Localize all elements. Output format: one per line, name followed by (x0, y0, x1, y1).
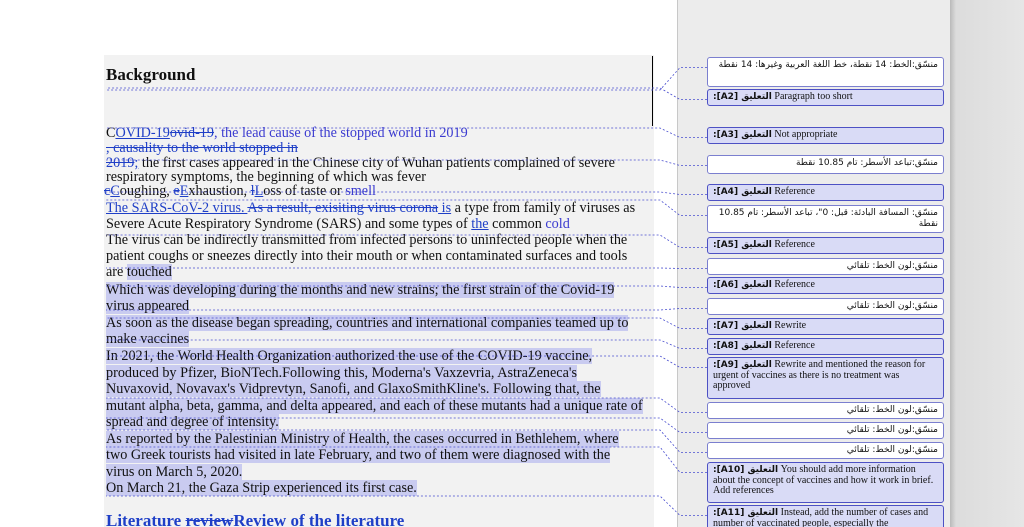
comment-balloon[interactable] (707, 462, 944, 503)
comment-balloon[interactable] (707, 237, 944, 254)
comment-tag: التعليق [A5]: (713, 240, 772, 250)
inserted-text: the (471, 216, 489, 232)
comment-text: You should add more information about the concept of vaccines and how it work in brief. Add references (713, 464, 934, 496)
format-text: منسّق: المسافة البادئة: قبل: 0"، تباعد الأسطر: تام 10.85 نقطة (718, 208, 938, 229)
comment-tag: التعليق [A3]: (713, 130, 772, 140)
inserted-text: The SARS-CoV-2 virus. (106, 200, 248, 216)
deleted-text: c (104, 183, 111, 199)
comment-text: Rewrite and mentioned the reason for urgent of vaccines as there is no treatment was approved (713, 359, 926, 391)
deleted-text: review (185, 511, 234, 527)
deleted-text: As a result, exisiting virus corona (247, 200, 439, 216)
doc-line[interactable] (106, 331, 189, 347)
doc-line[interactable] (104, 183, 376, 199)
format-text: منسّق:الخط: 14 نقطة، خط اللغة العربية وغيرها: 14 نقطة (718, 60, 938, 70)
inserted-text: C (106, 125, 116, 141)
comment-balloon[interactable] (707, 505, 944, 527)
body-text: Severe Acute Respiratory Syndrome (SARS) and some types of (106, 216, 472, 232)
highlighted-text: As reported by the Palestinian Ministry of Health, the cases occurred in Bethlehem, where (106, 431, 619, 447)
doc-line[interactable] (106, 125, 468, 141)
doc-line[interactable] (106, 200, 635, 216)
comment-balloon[interactable] (707, 338, 944, 355)
body-text: a type from family of viruses as (451, 200, 636, 216)
comment-tag: التعليق [A4]: (713, 187, 772, 197)
body-text: oss of taste or (263, 183, 346, 199)
highlighted-text: As soon as the disease began spreading, countries and international companies teamed up to (106, 315, 629, 331)
highlighted-text: On March 21, the Gaza Strip experienced its first case. (106, 480, 417, 496)
highlighted-text: produced by Pfizer, BioNTech.Following this, Moderna's Vaxzevria, AstraZeneca's (106, 365, 577, 381)
format-balloon[interactable] (707, 402, 944, 419)
format-text: منسّق:لون الخط: تلقائي (846, 405, 938, 415)
comment-balloon[interactable] (707, 89, 944, 106)
format-text: منسّق:لون الخط: تلقائي (846, 445, 938, 455)
format-balloon[interactable] (707, 57, 944, 87)
comment-tag: التعليق [A11]: (713, 508, 779, 518)
doc-line[interactable]: patient coughs or sneezes directly into their mouth or when contaminated surfaces and tools (106, 248, 628, 264)
doc-line[interactable]: respiratory symptoms, the beginning of which was fever (106, 169, 426, 185)
format-balloon[interactable] (707, 258, 944, 275)
format-balloon[interactable] (707, 205, 944, 233)
doc-line[interactable] (106, 447, 610, 463)
comment-text: Reference (771, 340, 815, 351)
comment-text: Reference (771, 279, 815, 290)
inserted-text: OVID-19 (115, 125, 170, 141)
format-text: منسّق:تباعد الأسطر: تام 10.85 نقطة (795, 158, 938, 168)
comment-tag: التعليق [A8]: (713, 341, 772, 351)
comment-tag: التعليق [A10]: (713, 465, 779, 475)
comment-anchor: cold (545, 216, 570, 232)
highlighted-text: Nuvaxovid, Novavax's Vidprevtyn, Sanofi, and GlaxoSmithKline's. Following that, the (106, 381, 601, 397)
comment-tag: التعليق [A6]: (713, 280, 772, 290)
format-text: منسّق:لون الخط: تلقائي (846, 425, 938, 435)
body-text: are (106, 264, 127, 280)
doc-line[interactable] (106, 282, 614, 298)
body-text: of the literature (286, 511, 405, 527)
doc-line[interactable] (106, 381, 601, 397)
workspace-background (950, 0, 1024, 527)
comment-text: Reference (771, 239, 815, 250)
comment-anchor: , the lead cause of the stopped world in 2019 (213, 125, 468, 141)
heading-background[interactable]: Background (106, 65, 196, 84)
doc-line[interactable] (106, 216, 570, 232)
margin-line (652, 56, 653, 126)
format-balloon[interactable] (707, 442, 944, 459)
doc-line[interactable] (106, 315, 628, 331)
body-text: the first cases appeared in the Chinese city of Wuhan patients complained of severe (138, 155, 615, 171)
highlighted-text: Which was developing during the months and new strains; the first strain of the Covid-19 (106, 282, 615, 298)
comment-text: Rewrite (771, 320, 807, 331)
format-text: منسّق:لون الخط: تلقائي (846, 301, 938, 311)
highlighted-text: mutant alpha, beta, gamma, and delta appeared, and each of these mutants had a unique rate of (106, 398, 643, 414)
inserted-text: L (254, 183, 264, 199)
inserted-text: E (179, 183, 189, 199)
comment-balloon[interactable] (707, 184, 944, 201)
inserted-text: Literature (106, 511, 186, 527)
doc-line[interactable] (106, 264, 172, 280)
deleted-text: l (250, 183, 255, 199)
doc-line[interactable] (106, 480, 417, 496)
inserted-text: is (438, 200, 452, 216)
deleted-text: e (173, 183, 180, 199)
inserted-text: Review (233, 511, 287, 527)
inserted-text: C (110, 183, 120, 199)
highlighted-text: two Greek tourists had visited in late February, and two of them were diagnosed with the (106, 447, 611, 463)
doc-line[interactable] (106, 398, 643, 414)
doc-line[interactable] (106, 414, 279, 430)
format-balloon[interactable] (707, 298, 944, 315)
body-text: oughing, (119, 183, 174, 199)
doc-line[interactable] (106, 140, 298, 156)
comment-tag: التعليق [A2]: (713, 92, 772, 102)
comment-text: Instead, add the number of cases and number of vaccinated people, especially the (713, 507, 929, 527)
highlighted-text: virus (106, 298, 138, 314)
highlighted-text: virus on March 5, 2020. (106, 464, 243, 480)
doc-line[interactable] (106, 431, 619, 447)
doc-line[interactable] (106, 348, 592, 364)
doc-line[interactable] (106, 365, 577, 381)
format-balloon[interactable] (707, 155, 944, 174)
body-text: xhaustion, (188, 183, 251, 199)
highlighted-text: make vaccines (106, 331, 190, 347)
doc-line[interactable] (106, 298, 189, 314)
comment-balloon[interactable] (707, 127, 944, 144)
comment-text: Not appropriate (771, 129, 838, 140)
comment-balloon[interactable] (707, 357, 944, 399)
format-balloon[interactable] (707, 422, 944, 439)
comment-text: Reference (771, 186, 815, 197)
comment-tag: التعليق [A7]: (713, 321, 772, 331)
format-text: منسّق:لون الخط: تلقائي (846, 261, 938, 271)
highlighted-text: In 2021, the World Health Organization authorized the use of the COVID-19 vaccine, (106, 348, 593, 364)
highlighted-text: spread and degree of intensity. (106, 414, 279, 430)
deleted-text: , causality to the world stopped in (106, 140, 298, 156)
doc-line[interactable] (106, 464, 242, 480)
inserted-text: ; (134, 155, 139, 171)
doc-line[interactable]: The virus can be indirectly transmitted from infected persons to uninfected people when the (106, 232, 628, 248)
comment-tag: التعليق [A9]: (713, 360, 772, 370)
comment-anchor: smell (345, 183, 376, 199)
comment-anchor: appeared (137, 298, 190, 314)
comment-text: Paragraph too short (771, 91, 853, 102)
body-text: common (488, 216, 546, 232)
comment-balloon[interactable] (707, 318, 944, 335)
deleted-text: ovid-19 (169, 125, 214, 141)
comment-balloon[interactable] (707, 277, 944, 294)
comment-anchor: touched (126, 264, 172, 280)
heading-literature-review[interactable] (106, 513, 404, 527)
deleted-text: 2019 (106, 155, 135, 171)
